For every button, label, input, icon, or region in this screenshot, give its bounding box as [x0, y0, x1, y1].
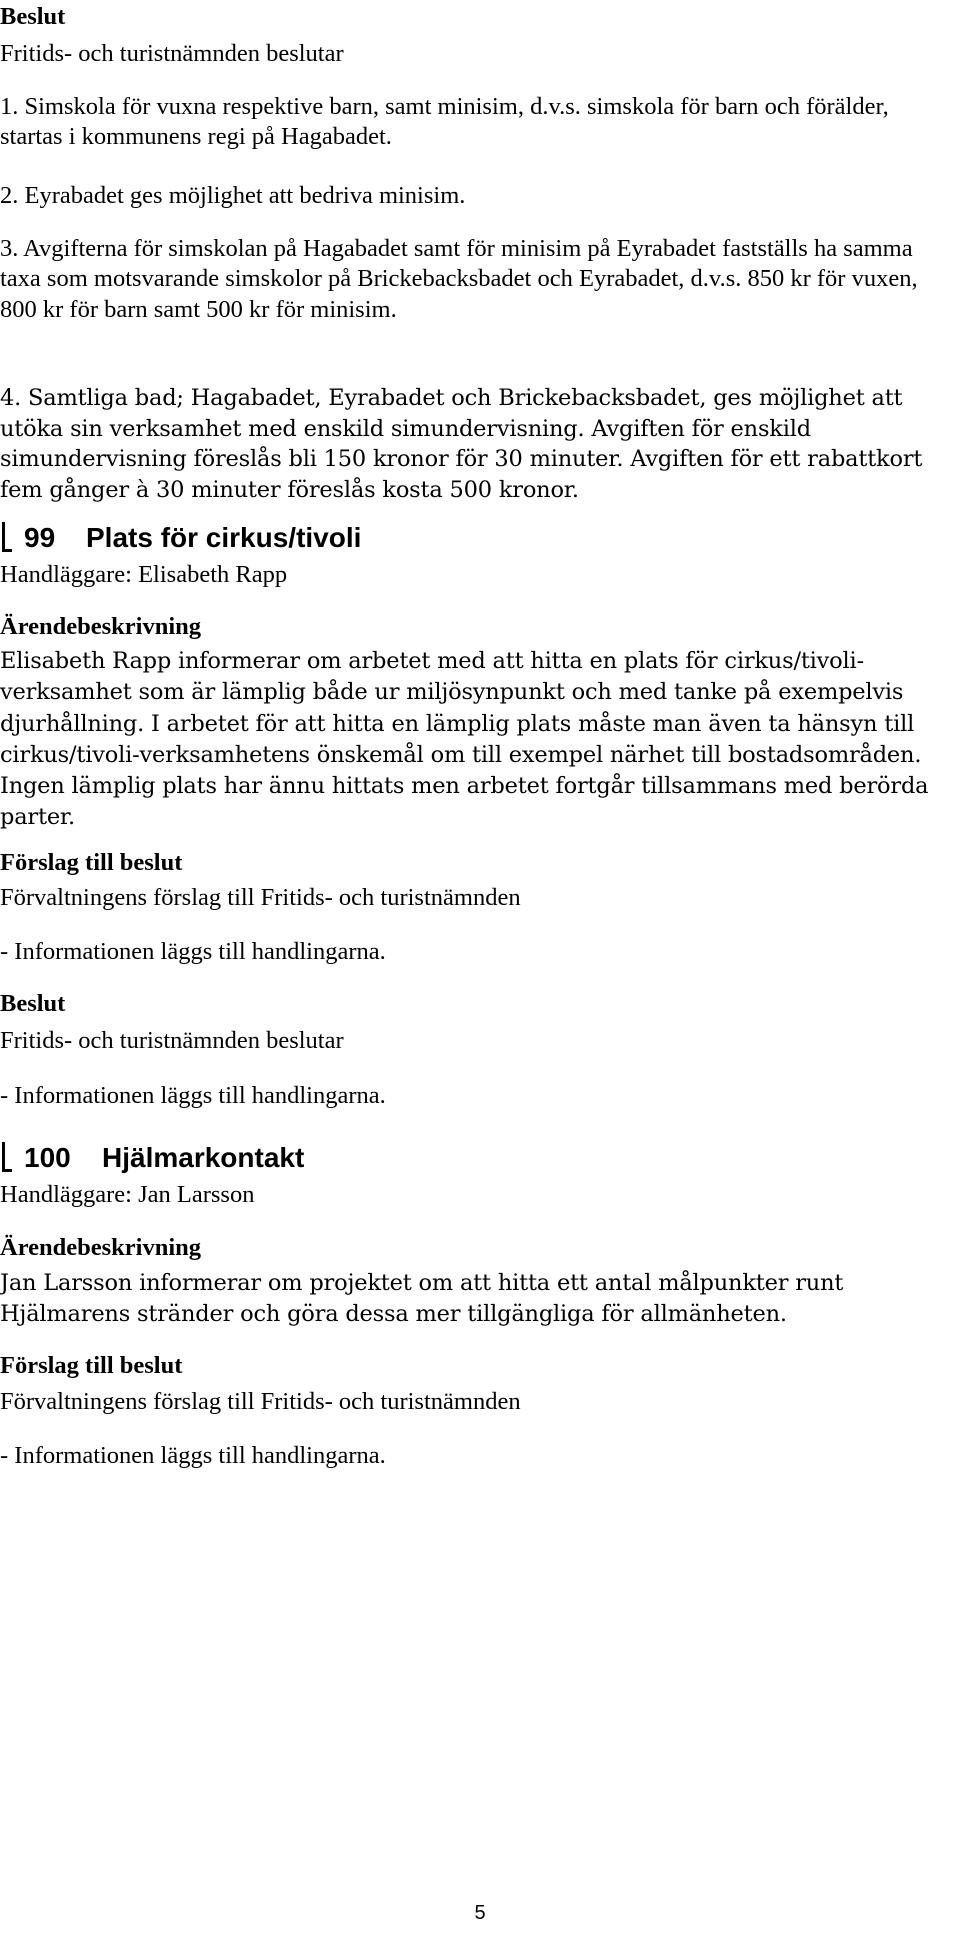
- decision-item-4: 4. Samtliga bad; Hagabadet, Eyrabadet och Brickebacksbadet, ges möjlighet att utöka sin verksamhet med enskild simundervisning. Avgiften för enskild simundervisning föreslås bli 150 kronor för 30 minuter. Avgiften för ett rabattkort fem gånger à 30 minuter föreslås kosta 500 kronor.: [0, 385, 923, 503]
- section-99-decision-heading: Beslut: [0, 990, 66, 1017]
- section-99-proposal-heading: Förslag till beslut: [0, 849, 183, 876]
- beslut-heading: Beslut: [0, 3, 66, 30]
- section-100-proposal-item: - Informationen läggs till handlingarna.: [0, 1442, 386, 1469]
- section-99-handler: Handläggare: Elisabeth Rapp: [0, 561, 288, 588]
- section-99-number: 99: [24, 522, 56, 553]
- section-marker-icon: [0, 1138, 12, 1178]
- section-99-heading: [0, 518, 361, 558]
- section-99-decision-item: - Informationen läggs till handlingarna.: [0, 1082, 386, 1109]
- section-100-number: 100: [24, 1142, 71, 1173]
- section-100-desc-heading: Ärendebeskrivning: [0, 1234, 202, 1261]
- section-100-proposal-from: Förvaltningens förslag till Fritids- och turistnämnden: [0, 1388, 521, 1415]
- section-100-heading: [0, 1138, 304, 1178]
- decision-item-2: 2. Eyrabadet ges möjlighet att bedriva minisim.: [0, 182, 466, 209]
- section-99-title: Plats för cirkus/tivoli: [86, 522, 362, 553]
- decision-item-1: 1. Simskola för vuxna respektive barn, samt minisim, d.v.s. simskola för barn och förälder, startas i kommunens regi på Hagabadet.: [0, 93, 889, 151]
- section-99-decision-from: Fritids- och turistnämnden beslutar: [0, 1027, 344, 1054]
- page-number: 5: [474, 1902, 486, 1924]
- section-100-handler: Handläggare: Jan Larsson: [0, 1181, 255, 1208]
- section-99-proposal-item: - Informationen läggs till handlingarna.: [0, 938, 386, 965]
- section-99-desc-text: Elisabeth Rapp informerar om arbetet med att hitta en plats för cirkus/tivoli-verksamhet som är lämplig både ur miljösynpunkt och med tanke på exempelvis djurhållning. I arbetet för att hitta en lämplig plats måste man även ta hänsyn till cirkus/tivoli-verksamhetens önskemål om till exempel närhet till bostadsområden. Ingen lämplig plats har ännu hittats men arbetet fortgår tillsammans med berörda parter.: [0, 648, 929, 831]
- section-100-title: Hjälmarkontakt: [102, 1142, 305, 1173]
- section-100-proposal-heading: Förslag till beslut: [0, 1352, 183, 1379]
- decision-item-3: 3. Avgifterna för simskolan på Hagabadet samt för minisim på Eyrabadet fastställs ha samma taxa som motsvarande simskolor på Brickebacksbadet och Eyrabadet, d.v.s. 850 kr för vuxen, 800 kr för barn samt 500 kr för minisim.: [0, 235, 918, 323]
- section-99-desc-heading: Ärendebeskrivning: [0, 613, 202, 640]
- section-marker-icon: [0, 518, 12, 558]
- section-99-proposal-from: Förvaltningens förslag till Fritids- och turistnämnden: [0, 884, 521, 911]
- section-100-desc-text: Jan Larsson informerar om projektet om att hitta ett antal målpunkter runt Hjälmarens stränder och göra dessa mer tillgängliga för allmänheten.: [0, 1270, 844, 1328]
- beslut-decider: Fritids- och turistnämnden beslutar: [0, 40, 344, 67]
